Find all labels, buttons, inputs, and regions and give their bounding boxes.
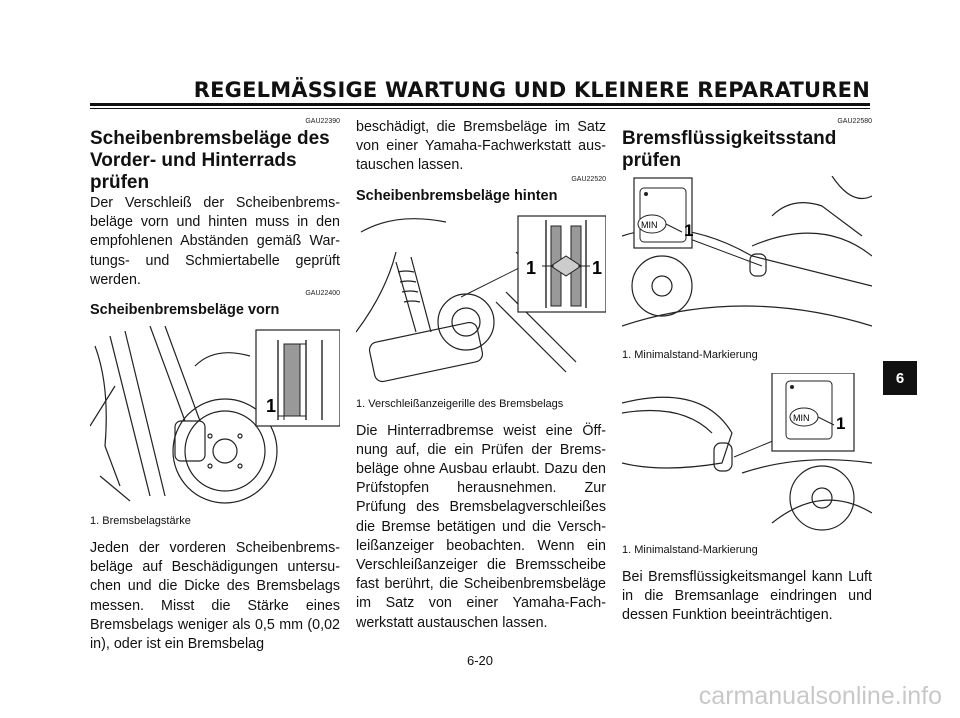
figure-caption: 1. Bremsbelagstärke (90, 515, 191, 528)
paragraph: Die Hinterradbremse weist eine Öffnung auf, die ein Prüfen der Bremsbeläge ohne Ausbau erlaubt. Dazu den Prüfstopfen herausnehmen. Zur Prüfung des Bremsbelagverschleißes die Bremse betätigen und die Verschleißanzeiger beobachten. Wenn ein Verschleißanzeiger die Bremsscheibe fast berührt, die Scheibenbremsbeläge im Satz von einer Yamaha-Fachwerkstatt austauschen lassen. (356, 422, 606, 631)
rear-brake-illustration (356, 212, 606, 387)
figure-label: 1 (592, 257, 603, 278)
column-1 (90, 118, 340, 654)
reservoir-figure-2 (622, 373, 872, 538)
doc-code: GAU22520 (571, 175, 606, 183)
header-rule (90, 103, 870, 106)
min-mark: MIN (641, 220, 658, 230)
watermark: carmanualsonline.info (698, 682, 942, 710)
doc-code: GAU22390 (305, 118, 340, 125)
figure-label: 1 (684, 221, 694, 240)
column-3 (622, 118, 872, 626)
doc-code: GAU22400 (305, 290, 340, 298)
figure-caption: 1. Minimalstand-Markierung (622, 544, 758, 556)
doc-code: GAU22580 (837, 118, 872, 125)
subsection-heading: Scheibenbremsbeläge hinten (356, 187, 558, 204)
header-rule-thin (90, 108, 870, 109)
rear-brake-figure (356, 212, 606, 392)
figure-caption: 1. Minimalstand-Markierung (622, 349, 758, 361)
page-number: 6-20 (466, 653, 494, 668)
reservoir-illustration (622, 176, 872, 338)
section-heading: Bremsflüssigkeitsstand prüfen (622, 128, 837, 171)
subsection-heading: Scheibenbremsbeläge vorn (90, 302, 280, 319)
front-brake-figure (90, 326, 340, 509)
front-brake-illustration (90, 326, 340, 504)
figure-label: 1 (836, 414, 846, 433)
page-header-title: REGELMÄSSIGE WARTUNG UND KLEINERE REPARATUREN (193, 78, 870, 102)
reservoir-figure-1 (622, 176, 872, 343)
figure-caption: 1. Verschleißanzeigerille des Bremsbelags (356, 397, 564, 410)
figure-label: 1 (526, 257, 537, 278)
reservoir-illustration (622, 373, 872, 533)
section-tab: 6 (883, 361, 917, 395)
paragraph: Der Verschleiß der Scheibenbremsbeläge vorn und hinten muss in den empfohlenen Abständen gemäß Wartungs- und Schmiertabelle geprüft werden. (90, 195, 340, 288)
paragraph: Jeden der vorderen Scheibenbremsbeläge auf Beschädigungen untersuchen und die Dicke des Bremsbelags messen. Misst die Stärke eines Bremsbelags weniger als 0,5 mm (0,02 in), oder ist ein Bremsbelag (90, 540, 340, 653)
figure-label: 1 (266, 396, 277, 417)
column-2 (356, 118, 606, 633)
min-mark: MIN (793, 413, 810, 423)
paragraph: Bei Bremsflüssigkeitsmangel kann Luft in die Bremsanlage eindringen und dessen Funktion beeinträchtigen. (622, 569, 872, 624)
section-heading: Scheibenbremsbeläge des Vorder- und Hinterrads prüfen (90, 128, 330, 193)
paragraph: beschädigt, die Bremsbeläge im Satz von einer Yamaha-Fachwerkstatt austauschen lassen. (356, 119, 606, 174)
